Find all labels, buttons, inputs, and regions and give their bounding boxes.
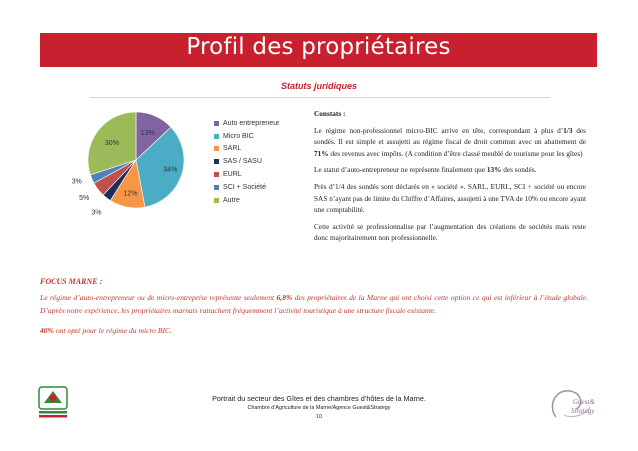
legend-label: SARL [223, 145, 242, 153]
pie-data-label: 30% [104, 140, 119, 148]
pie-data-label: 13% [140, 130, 155, 138]
pie-data-label: 3% [91, 209, 102, 217]
pie-data-label: 12% [123, 190, 138, 198]
focus-paragraph-2: 40% ont opté pour le régime du micro BIC. [40, 325, 172, 335]
title-banner [40, 33, 597, 67]
legend-swatch [214, 185, 219, 190]
legend-item [214, 155, 279, 168]
legend-label: EURL [223, 171, 242, 179]
focus-marne-block [40, 275, 588, 343]
legend-swatch [214, 121, 219, 126]
legend-swatch [214, 172, 219, 177]
legend-item [214, 168, 279, 181]
footer-title: Portrait du secteur des Gîtes et des chambres d’hôtes de la Marne. [212, 394, 426, 403]
svg-text:Guest&: Guest& [573, 398, 595, 406]
legend-swatch [214, 146, 219, 151]
legend-label: SAS / SASU [223, 158, 262, 166]
legend-swatch [214, 198, 219, 203]
legend-item [214, 143, 279, 156]
constats-paragraph-4: Cette activité se professionnalise par l’augmentation des créations de sociétés mais reste donc majoritairement non professionnelle. [314, 221, 586, 243]
pie-data-label: 5% [79, 195, 90, 203]
chart-legend [214, 117, 279, 207]
constats-block [314, 108, 586, 249]
constats-heading: Constats : [314, 109, 346, 118]
legend-item [214, 181, 279, 194]
svg-text:Strategy: Strategy [571, 407, 595, 415]
legend-label: Autre [223, 196, 240, 204]
focus-title: FOCUS MARNE : [40, 277, 103, 286]
legend-label: Auto entrepreneur [223, 119, 280, 127]
page-number: 10 [316, 414, 322, 420]
legend-swatch [214, 134, 219, 139]
legend-item [214, 130, 279, 143]
constats-paragraph-3: Près d’1/4 des sondés sont déclarés en « société ». SARL, EURL, SCI + société ou encore SAS n’ayant pas de limite du Chiffre d’Affaires, assujetti à une TVA de 10% ou encore ayant une comptabilité. [314, 181, 587, 215]
pie-chart-svg [60, 100, 220, 217]
pie-data-label: 34% [163, 166, 178, 174]
pie-data-label: 3% [71, 178, 82, 186]
footer-credits: Chambre d’Agriculture de la Marne/Agence Guest&Strategy [247, 405, 391, 411]
page-title: Profil des propriétaires [186, 34, 451, 60]
legend-item [214, 117, 279, 130]
legend-label: Micro BIC [223, 132, 254, 140]
divider [90, 97, 550, 98]
constats-paragraph-1: Le régime non-professionnel micro-BIC arrive en tête, correspondant à plus d’1/3 des sondés. Il est simple et assujetti au régime fiscal de droit commun avec un abattement de 71% des revenus avec impôts. (A condition d’être classé meublé de tourisme pour les gîtes) [314, 125, 586, 158]
section-subtitle: Statuts juridiques [280, 81, 357, 91]
page-footer [0, 393, 638, 422]
constats-paragraph-2: Le statut d’auto-entrepreneur ne représente finalement que 13% des sondés. [314, 165, 537, 175]
focus-paragraph-1: Le régime d’auto-entrepreneur ou de micro-entreprise représente seulement 6,8% des propriétaires de la Marne qui ont choisi cette option ce qui est inférieur à l’étude globale. D’après notre expérience, les propriétaires marnais rattachent fréquemment l’activité touristique à une structure fiscale existante. [40, 293, 588, 316]
legend-item [214, 194, 279, 207]
legend-label: SCI + Société [223, 183, 266, 191]
legend-swatch [214, 159, 219, 164]
